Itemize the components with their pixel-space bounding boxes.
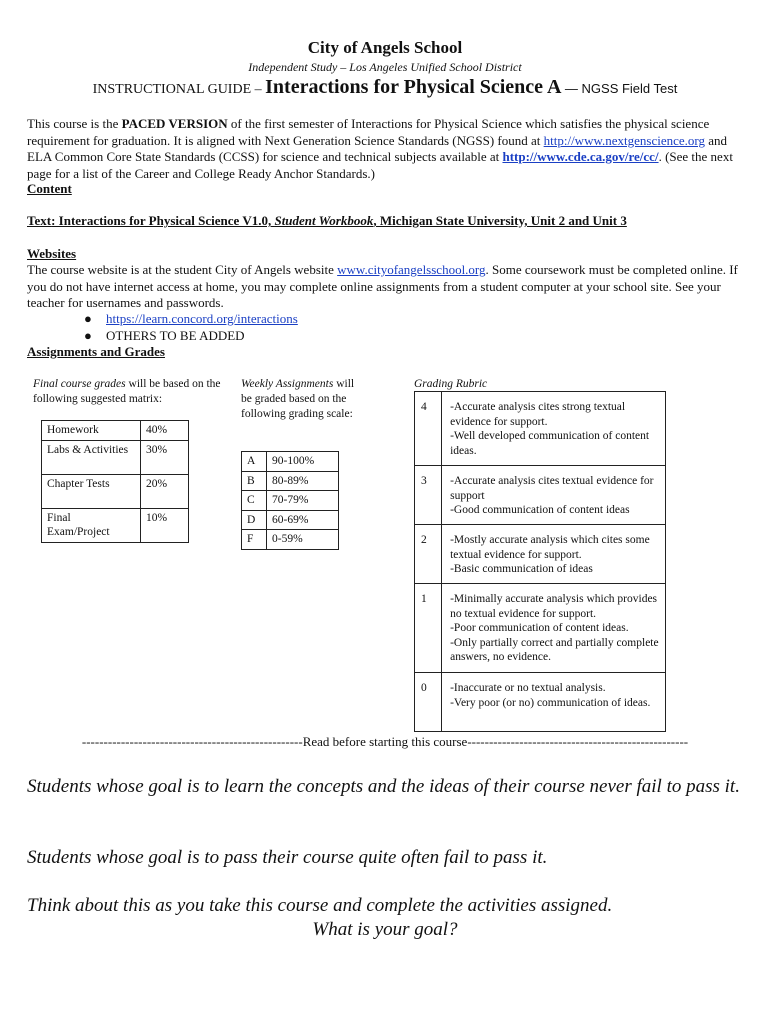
- guide-title: Interactions for Physical Science A: [265, 76, 562, 98]
- guide-title-line: [0, 76, 770, 99]
- list-item: ● OTHERS TO BE ADDED: [84, 327, 245, 343]
- websites-heading: Websites: [27, 246, 77, 261]
- table-row: A 90-100%: [242, 452, 339, 472]
- table-row: 3 -Accurate analysis cites textual evidence for support -Good communication of content ideas: [415, 466, 666, 525]
- intro-paragraph: This course is the PACED VERSION of the first semester of Interactions for Physical Science which satisfies the physical science requirement for graduation. It is aligned with Next Generation Science Standards (NGSS) found at http://www.nextgenscience.org and ELA Common Core State Standards (CCSS) for science and technical subjects available at http://www.cde.ca.gov/re/cc/. (See the next page for a list of the Career and College Ready Anchor Standards.): [27, 116, 733, 181]
- ngss-link[interactable]: http://www.nextgenscience.org: [543, 132, 706, 148]
- table-row: D 60-69%: [242, 510, 339, 530]
- cde-link[interactable]: http://www.cde.ca.gov/re/cc/: [502, 149, 659, 164]
- table-row: 0 -Inaccurate or no textual analysis. -Very poor (or no) communication of ideas.: [415, 673, 666, 732]
- table-row: Homework 40%: [42, 421, 189, 441]
- quote-think: Think about this as you take this course and complete the activities assigned.: [27, 895, 613, 916]
- table-row: B 80-89%: [242, 471, 339, 491]
- table-row: Chapter Tests 20%: [42, 474, 189, 508]
- guide-prefix: INSTRUCTIONAL GUIDE –: [92, 82, 262, 97]
- assignments-heading: Assignments and Grades: [27, 344, 165, 359]
- paced-version: PACED VERSION: [121, 116, 228, 131]
- read-before-divider: ---------------------------------------------------Read before starting this course---------------------------------------------------: [81, 734, 689, 749]
- quote-learn: Students whose goal is to learn the concepts and the ideas of their course never fail to pass it.: [27, 776, 740, 797]
- table-row: C 70-79%: [242, 491, 339, 511]
- table-row: Labs & Activities 30%: [42, 440, 189, 474]
- quote-pass: Students whose goal is to pass their course quite often fail to pass it.: [27, 847, 548, 868]
- grading-scale-table: [241, 451, 339, 550]
- table-row: 4 -Accurate analysis cites strong textual evidence for support. -Well developed communication of content ideas.: [415, 392, 666, 466]
- matrix-intro: Final course grades will be based on the following suggested matrix:: [33, 378, 221, 405]
- grade-matrix-table: [41, 420, 189, 543]
- weekly-intro: Weekly Assignments will be graded based on the following grading scale:: [241, 378, 355, 420]
- content-heading: Content: [27, 181, 72, 196]
- school-name: City of Angels School: [307, 38, 463, 57]
- table-row: Final Exam/Project 10%: [42, 508, 189, 542]
- district-line: Independent Study – Los Angeles Unified School District: [248, 60, 522, 74]
- table-row: 2 -Mostly accurate analysis which cites some textual evidence for support. -Basic communication of ideas: [415, 525, 666, 584]
- table-row: 1 -Minimally accurate analysis which provides no textual evidence for support. -Poor communication of content ideas. -Only partially correct and partially complete answers, no evidence.: [415, 584, 666, 673]
- text-line: Text: Interactions for Physical Science V1.0, Student Workbook, Michigan State University, Unit 2 and Unit 3: [27, 213, 627, 228]
- grading-rubric-table: [414, 391, 666, 732]
- websites-paragraph: The course website is at the student City of Angels website www.cityofangelsschool.org. Some coursework must be completed online. If you do not have internet access at home, you may complete online assignments from a student computer at your school site. See your teacher for usernames and passwords.: [27, 262, 738, 310]
- guide-suffix: — NGSS Field Test: [564, 81, 678, 96]
- table-row: F 0-59%: [242, 530, 339, 550]
- rubric-title: Grading Rubric: [414, 378, 488, 390]
- school-website-link[interactable]: www.cityofangelsschool.org: [337, 262, 486, 277]
- website-bullets: [84, 311, 298, 344]
- quote-goal: What is your goal?: [312, 919, 458, 940]
- concord-link[interactable]: https://learn.concord.org/interactions: [106, 311, 298, 326]
- list-item: ● https://learn.concord.org/interactions: [84, 311, 298, 326]
